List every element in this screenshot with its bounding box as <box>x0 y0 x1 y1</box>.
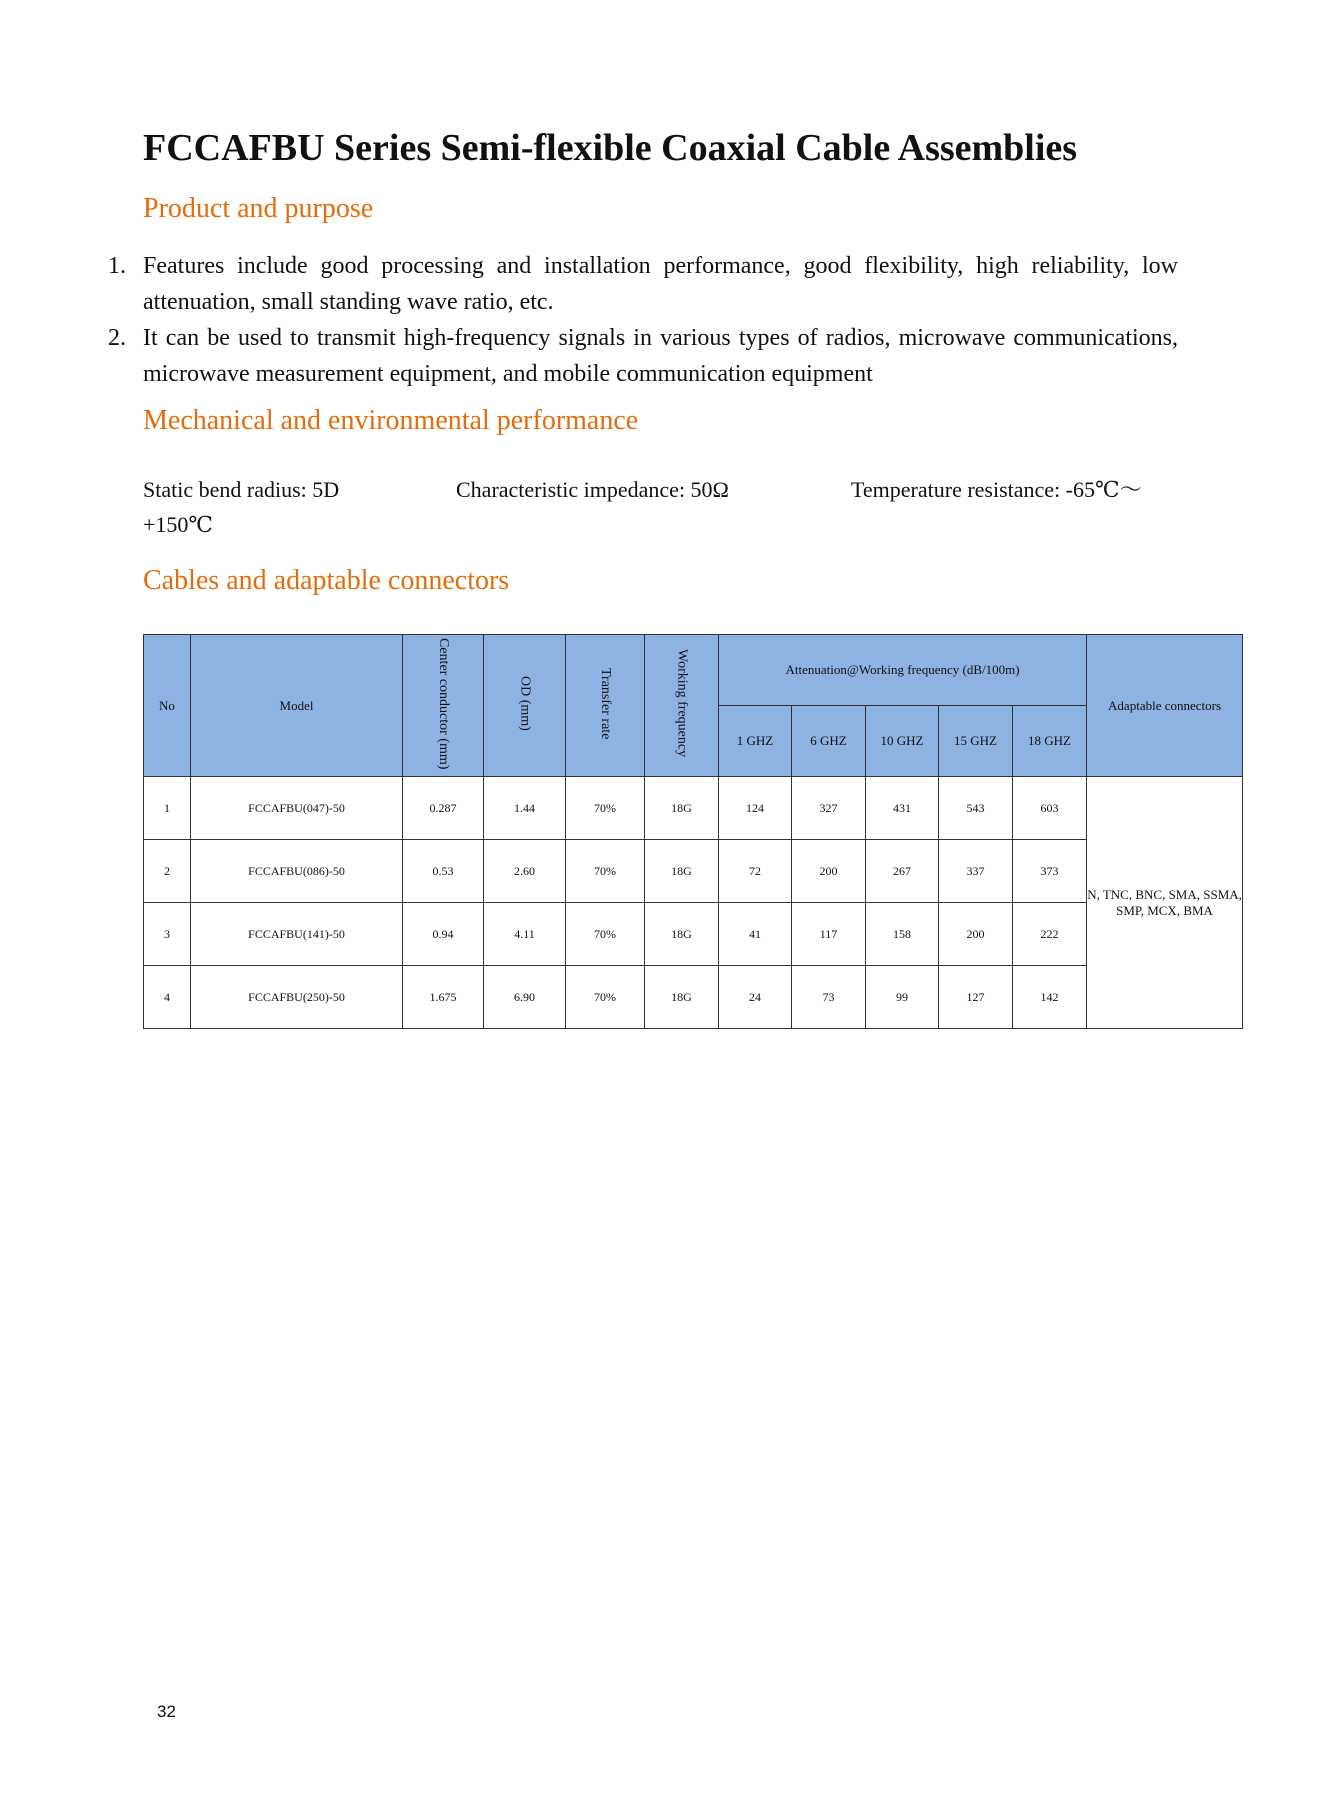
cell-att: 127 <box>939 966 1013 1029</box>
cell-od: 4.11 <box>484 903 566 966</box>
header-center-conductor <box>403 635 484 777</box>
cell-rate: 70% <box>566 903 645 966</box>
header-freq-18: 18 GHZ <box>1013 706 1087 777</box>
cell-att: 327 <box>792 777 866 840</box>
header-transfer-rate-text: Transfer rate <box>598 667 613 740</box>
spec-temperature-value: +150℃ <box>143 512 214 537</box>
cell-att: 267 <box>866 840 939 903</box>
cell-model: FCCAFBU(250)-50 <box>191 966 403 1029</box>
table-row <box>144 777 1243 840</box>
purpose-list <box>106 248 1178 392</box>
cable-spec-table <box>143 634 1243 1029</box>
cell-model: FCCAFBU(086)-50 <box>191 840 403 903</box>
list-item-text: It can be used to transmit high-frequency signals in various types of radios, microwave communications, microwave measurement equipment, and mobile communication equipment <box>143 325 1178 387</box>
table-row <box>144 903 1243 966</box>
cell-att: 41 <box>719 903 792 966</box>
header-transfer-rate <box>566 635 645 777</box>
cell-no: 1 <box>144 777 191 840</box>
cell-center: 0.53 <box>403 840 484 903</box>
cell-no: 4 <box>144 966 191 1029</box>
header-od <box>484 635 566 777</box>
cell-freq: 18G <box>645 840 719 903</box>
cell-att: 72 <box>719 840 792 903</box>
header-working-frequency <box>645 635 719 777</box>
spec-impedance: Characteristic impedance: 50Ω <box>456 477 729 502</box>
header-freq-10: 10 GHZ <box>866 706 939 777</box>
section-heading-cables: Cables and adaptable connectors <box>143 565 510 596</box>
page-title: FCCAFBU Series Semi-flexible Coaxial Cable Assemblies <box>143 127 1078 169</box>
cell-od: 6.90 <box>484 966 566 1029</box>
list-item <box>106 320 1178 392</box>
cell-att: 373 <box>1013 840 1087 903</box>
header-attenuation: Attenuation@Working frequency (dB/100m) <box>719 635 1087 706</box>
cell-att: 142 <box>1013 966 1087 1029</box>
list-item-number: 1. <box>108 253 126 279</box>
section-heading-mechanical: Mechanical and environmental performance <box>143 405 639 436</box>
cell-att: 431 <box>866 777 939 840</box>
cell-att: 337 <box>939 840 1013 903</box>
cell-att: 158 <box>866 903 939 966</box>
cell-att: 24 <box>719 966 792 1029</box>
header-freq-6: 6 GHZ <box>792 706 866 777</box>
cell-att: 124 <box>719 777 792 840</box>
cell-att: 222 <box>1013 903 1087 966</box>
cell-no: 3 <box>144 903 191 966</box>
cell-model: FCCAFBU(141)-50 <box>191 903 403 966</box>
table-row <box>144 966 1243 1029</box>
cell-att: 603 <box>1013 777 1087 840</box>
cell-center: 0.94 <box>403 903 484 966</box>
cell-od: 1.44 <box>484 777 566 840</box>
cell-freq: 18G <box>645 966 719 1029</box>
spec-temperature-label: Temperature resistance: -65℃～ <box>851 477 1142 502</box>
cell-att: 200 <box>939 903 1013 966</box>
cell-rate: 70% <box>566 777 645 840</box>
cell-connectors: N, TNC, BNC, SMA, SSMA, SMP, MCX, BMA <box>1087 777 1243 1029</box>
page-number: 32 <box>157 1702 176 1721</box>
header-freq-15: 15 GHZ <box>939 706 1013 777</box>
header-freq-1: 1 GHZ <box>719 706 792 777</box>
list-item <box>106 248 1178 320</box>
list-item-number: 2. <box>108 325 126 351</box>
cell-freq: 18G <box>645 777 719 840</box>
cell-freq: 18G <box>645 903 719 966</box>
cell-att: 543 <box>939 777 1013 840</box>
header-connectors: Adaptable connectors <box>1087 635 1243 777</box>
cell-att: 200 <box>792 840 866 903</box>
cell-att: 117 <box>792 903 866 966</box>
header-working-frequency-text: Working frequency <box>674 649 690 758</box>
header-od-text: OD (mm) <box>517 676 533 731</box>
cell-att: 99 <box>866 966 939 1029</box>
cell-od: 2.60 <box>484 840 566 903</box>
cell-att: 73 <box>792 966 866 1029</box>
cell-rate: 70% <box>566 840 645 903</box>
cell-center: 1.675 <box>403 966 484 1029</box>
header-model: Model <box>191 635 403 777</box>
spec-bend-radius: Static bend radius: 5D <box>143 477 340 502</box>
list-item-text: Features include good processing and installation performance, good flexibility, high reliability, low attenuation, small standing wave ratio, etc. <box>143 253 1178 315</box>
cell-center: 0.287 <box>403 777 484 840</box>
cell-no: 2 <box>144 840 191 903</box>
table-row <box>144 840 1243 903</box>
specs-line <box>143 472 1183 542</box>
header-center-conductor-text: Center conductor (mm) <box>436 637 451 770</box>
section-heading-product: Product and purpose <box>143 193 374 224</box>
cell-model: FCCAFBU(047)-50 <box>191 777 403 840</box>
cell-rate: 70% <box>566 966 645 1029</box>
header-no: No <box>144 635 191 777</box>
